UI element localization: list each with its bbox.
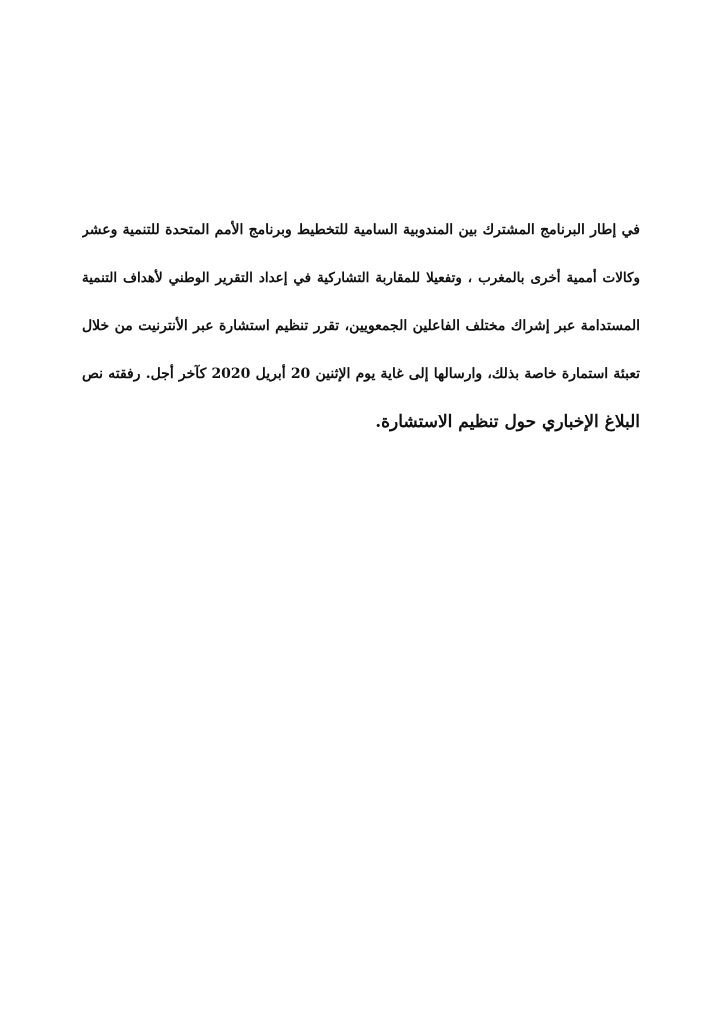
paragraph-line-4: تعبئة استمارة خاصة بذلك، وارسالها إلى غاية يوم الإثنين 20 أبريل 2020 كآخر أجل. رفقته نص	[82, 366, 640, 382]
paragraph-line-2: وكالات أممية أخرى بالمغرب ، وتفعيلا للمقاربة التشاركية في إعداد التقرير الوطني لأهداف التنمية	[82, 270, 640, 286]
announcement-paragraph	[82, 206, 640, 446]
paragraph-line-1: في إطار البرنامج المشترك بين المندوبية السامية للتخطيط وبرنامج الأمم المتحدة للتنمية وعشر	[82, 222, 640, 238]
paragraph-line-5: البلاغ الإخباري حول تنظيم الاستشارة.	[375, 412, 640, 432]
paragraph-line-3: المستدامة عبر إشراك مختلف الفاعلين الجمعويين، تقرر تنظيم استشارة عبر الأنترنيت من خلال	[82, 318, 640, 334]
